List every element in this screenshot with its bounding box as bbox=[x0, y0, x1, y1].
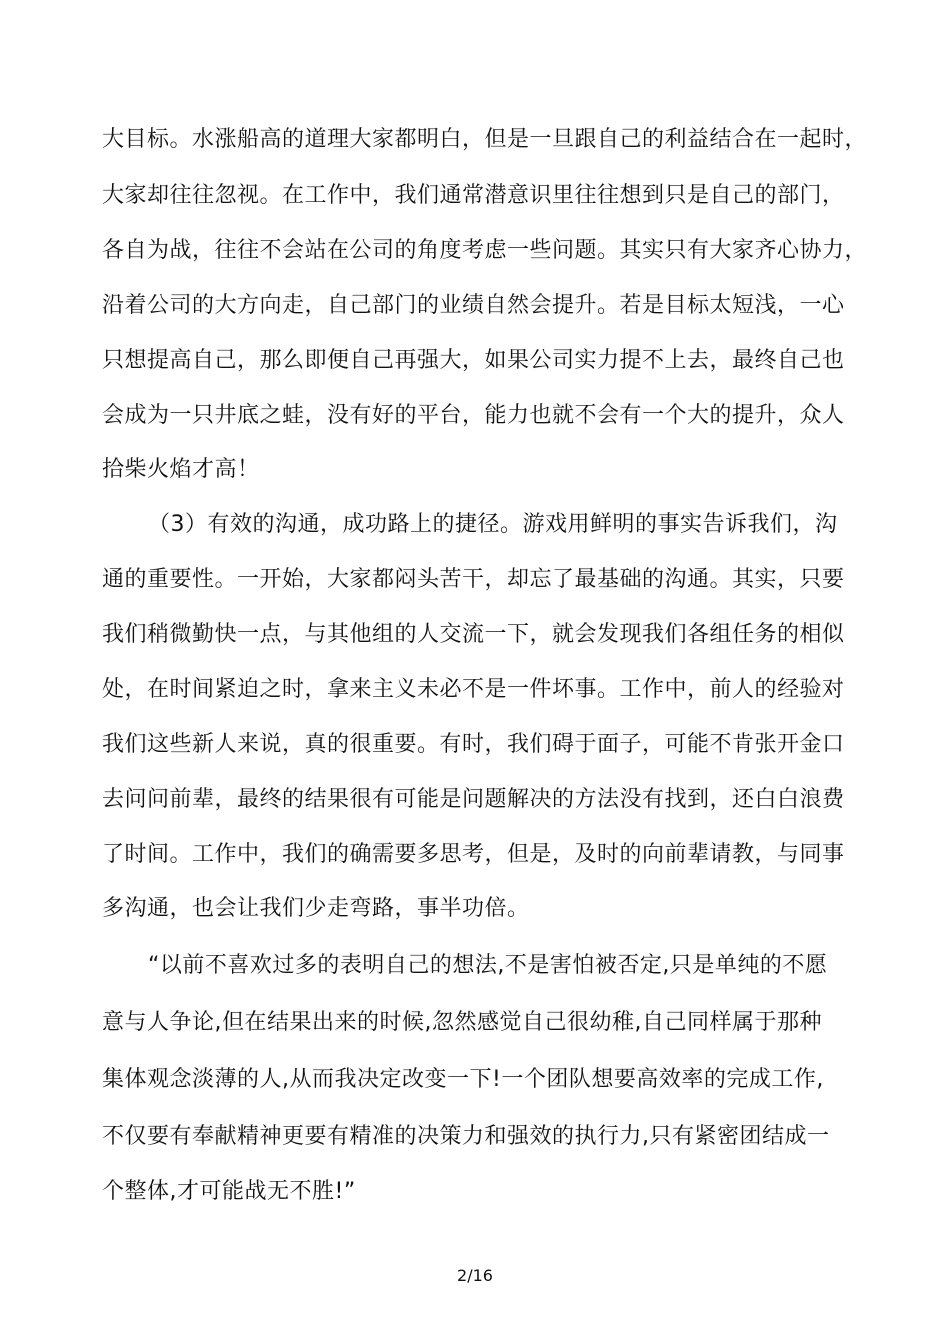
text-line: 只想提高自己，那么即便自己再强大，如果公司实力提不上去，最终自己也 bbox=[102, 348, 845, 373]
text-line: 了时间。工作中，我们的确需要多思考，但是，及时的向前辈请教，与同事 bbox=[102, 842, 845, 867]
text-line: 个整体,才可能战无不胜!” bbox=[102, 1179, 356, 1204]
text-line: “以前不喜欢过多的表明自己的想法,不是害怕被否定,只是单纯的不愿 bbox=[148, 953, 828, 978]
text-line: 去问问前辈，最终的结果很有可能是问题解决的方法没有找到，还白白浪费 bbox=[102, 787, 845, 812]
text-line: 大目标。水涨船高的道理大家都明白，但是一旦跟自己的利益结合在一起时， bbox=[102, 127, 868, 152]
text-line: 意与人争论,但在结果出来的时候,忽然感觉自己很幼稚,自己同样属于那种 bbox=[102, 1010, 822, 1035]
text-line: 处，在时间紧迫之时，拿来主义未必不是一件坏事。工作中，前人的经验对 bbox=[102, 677, 845, 702]
text-line: 沿着公司的大方向走，自己部门的业绩自然会提升。若是目标太短浅，一心 bbox=[102, 293, 845, 318]
text-line: 通的重要性。一开始，大家都闷头苦干，却忘了最基础的沟通。其实，只要 bbox=[102, 567, 845, 592]
text-line: 大家却往往忽视。在工作中，我们通常潜意识里往往想到只是自己的部门， bbox=[102, 183, 845, 208]
text-line: （3）有效的沟通，成功路上的捷径。游戏用鲜明的事实告诉我们，沟 bbox=[148, 512, 838, 537]
text-line: 多沟通，也会让我们少走弯路，事半功倍。 bbox=[102, 896, 530, 921]
text-line: 不仅要有奉献精神更要有精准的决策力和强效的执行力,只有紧密团结成一 bbox=[102, 1124, 830, 1149]
text-line: 拾柴火焰才高！ bbox=[102, 457, 260, 482]
text-line: 我们这些新人来说，真的很重要。有时，我们碍于面子，可能不肯张开金口 bbox=[102, 732, 845, 757]
text-line: 集体观念淡薄的人,从而我决定改变一下!一个团队想要高效率的完成工作, bbox=[102, 1067, 824, 1092]
page-number: 2/16 bbox=[457, 1266, 493, 1285]
text-line: 我们稍微勤快一点，与其他组的人交流一下，就会发现我们各组任务的相似 bbox=[102, 622, 845, 647]
text-line: 会成为一只井底之蛙，没有好的平台，能力也就不会有一个大的提升，众人 bbox=[102, 403, 845, 428]
text-line: 各自为战，往往不会站在公司的角度考虑一些问题。其实只有大家齐心协力， bbox=[102, 238, 868, 263]
